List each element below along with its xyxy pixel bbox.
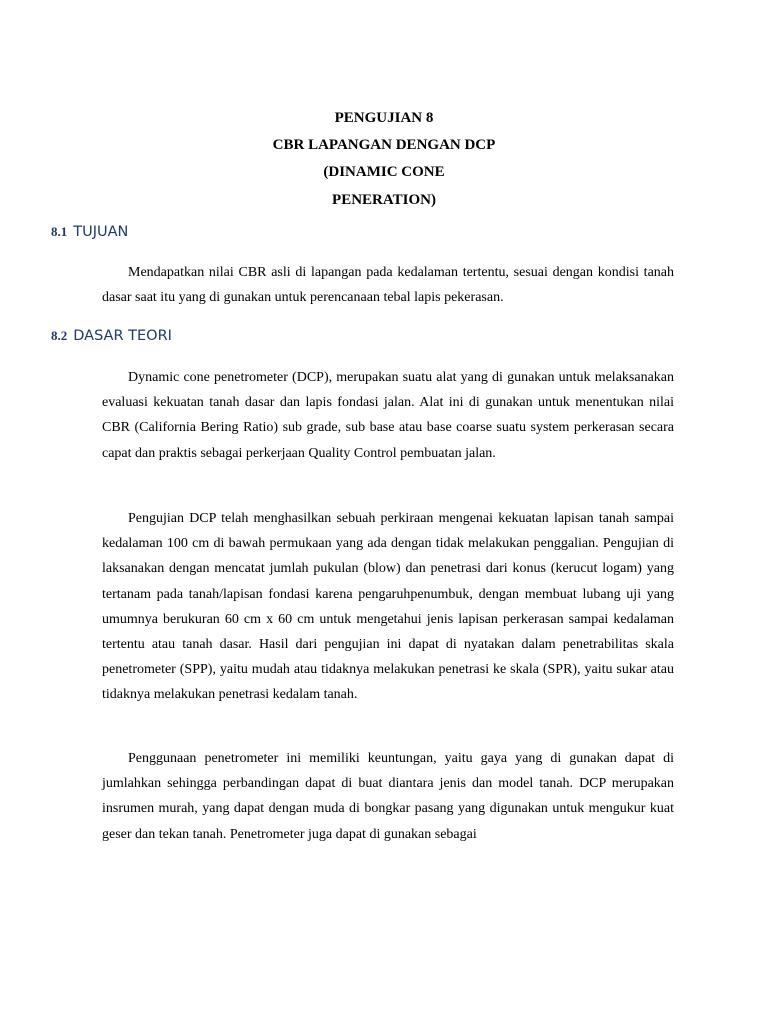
paragraph-tujuan: [102, 260, 674, 310]
title-line-1: PENGUJIAN 8: [334, 110, 434, 126]
title-line-4: PENERATION): [332, 192, 436, 208]
title-line-3: (DINAMIC CONE: [323, 164, 445, 180]
section-number: 8.1: [51, 224, 68, 239]
paragraph-dasar-teori-1: [102, 365, 674, 466]
section-heading-tujuan: [51, 224, 128, 240]
paragraph-text: Mendapatkan nilai CBR asli di lapangan pada kedalaman tertentu, sesuai dengan kondisi tanah dasar saat itu yang di gunakan untuk perencanaan tebal lapis pekerasan.: [102, 265, 674, 306]
paragraph-dasar-teori-3: [102, 746, 674, 847]
paragraph-dasar-teori-2: [102, 506, 674, 708]
paragraph-text: Penggunaan penetrometer ini memiliki keuntungan, yaitu gaya yang di gunakan dapat di jumlahkan sehingga perbandingan dapat di buat diantara jenis dan model tanah. DCP merupakan insrumen murah, yang dapat dengan muda di bongkar pasang yang digunakan untuk mengukur kuat geser dan tekan tanah. Penetrometer juga dapat di gunakan sebagai: [102, 751, 674, 842]
section-title: DASAR TEORI: [73, 328, 172, 344]
title-line-2: CBR LAPANGAN DENGAN DCP: [272, 137, 496, 153]
paragraph-text: Pengujian DCP telah menghasilkan sebuah perkiraan mengenai kekuatan lapisan tanah sampai kedalaman 100 cm di bawah permukaan yang ada dengan tidak melakukan penggalian. Pengujian di laksanakan dengan mencatat jumlah pukulan (blow) dan penetrasi dari konus (kerucut logam) yang tertanam pada tanah/lapisan fondasi karena pengaruhpenumbuk, dengan membuat lubang uji yang umumnya berukuran 60 cm x 60 cm untuk mengetahui jenis lapisan perkerasan sampai kedalaman tertentu atau tanah dasar. Hasil dari pengujian ini dapat di nyatakan dalam penetrabilitas skala penetrometer (SPP), yaitu mudah atau tidaknya melakukan penetrasi ke skala (SPR), yaitu sukar atau tidaknya melakukan penetrasi kedalam tanah.: [102, 511, 674, 703]
paragraph-text: Dynamic cone penetrometer (DCP), merupakan suatu alat yang di gunakan untuk melaksanakan evaluasi kekuatan tanah dasar dan lapis fondasi jalan. Alat ini di gunakan untuk menentukan nilai CBR (California Bering Ratio) sub grade, sub base atau base coarse suatu system perkerasan secara capat dan praktis sebagai perkerjaan Quality Control pembuatan jalan.: [102, 370, 674, 461]
section-heading-dasar-teori: [51, 328, 172, 344]
section-title: TUJUAN: [73, 224, 129, 240]
section-number: 8.2: [51, 328, 68, 343]
